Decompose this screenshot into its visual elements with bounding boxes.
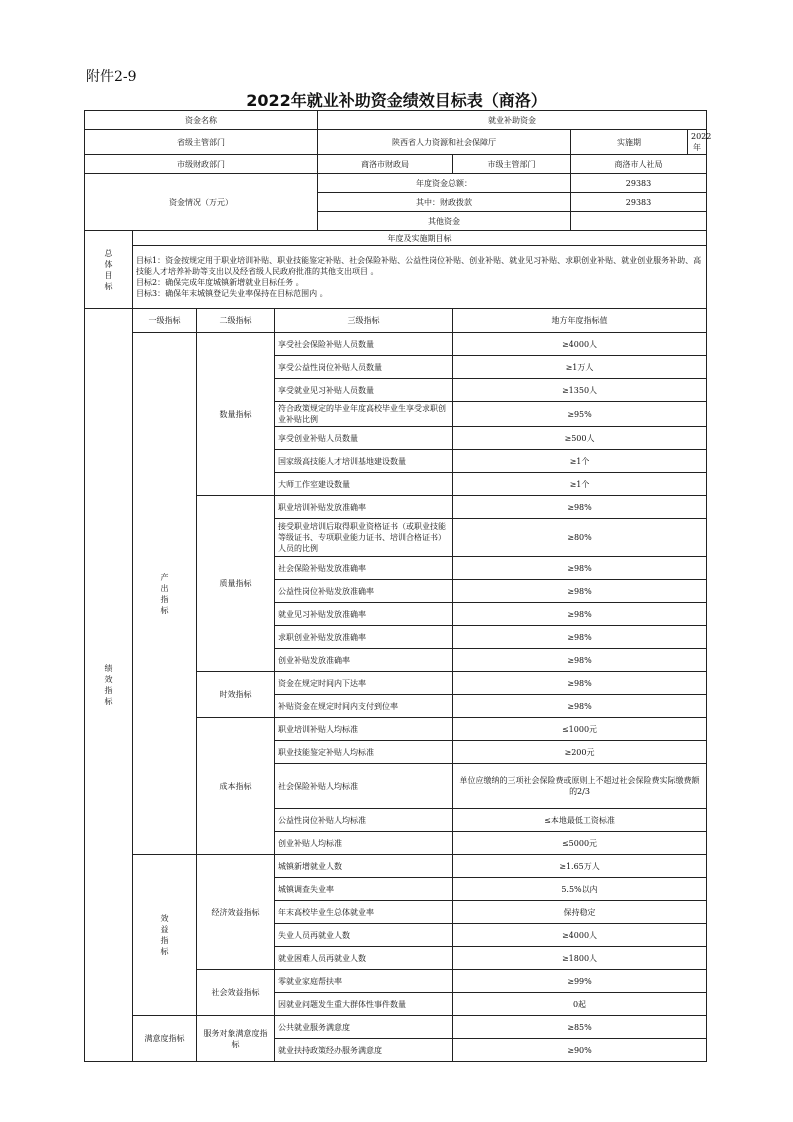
indicator-name: 职业培训补贴人均标准: [275, 718, 453, 741]
l2-social: 社会效益指标: [197, 970, 275, 1016]
attachment-number: 附件2-9: [86, 69, 137, 85]
indicator-name: 大师工作室建设数量: [275, 473, 453, 496]
city-dept-label: 市级主管部门: [453, 155, 571, 174]
l1-output-text: 产出指标: [160, 572, 169, 615]
indicator-name: 公共就业服务满意度: [275, 1016, 453, 1039]
indicator-name: 补贴资金在规定时间内支付到位率: [275, 695, 453, 718]
indicator-name: 职业培训补贴发放准确率: [275, 496, 453, 519]
other-fund-label: 其他资金: [318, 212, 571, 231]
indicator-name: 创业补贴发放准确率: [275, 649, 453, 672]
indicator-value: ≥98%: [453, 649, 707, 672]
indicator-name: 公益性岗位补贴人均标准: [275, 809, 453, 832]
indicator-name: 因就业问题发生重大群体性事件数量: [275, 993, 453, 1016]
indicator-value: ≥99%: [453, 970, 707, 993]
indicator-value: ≥98%: [453, 496, 707, 519]
l2-service-satisfaction: 服务对象满意度指标: [197, 1016, 275, 1062]
l2-quantity: 数量指标: [197, 333, 275, 496]
indicator-name: 国家级高技能人才培训基地建设数量: [275, 450, 453, 473]
indicator-name: 享受社会保险补贴人员数量: [275, 333, 453, 356]
l2-cost: 成本指标: [197, 718, 275, 855]
indicator-value: ≥200元: [453, 741, 707, 764]
indicator-name: 失业人员再就业人数: [275, 924, 453, 947]
indicator-name: 资金在规定时间内下达率: [275, 672, 453, 695]
indicator-name: 享受创业补贴人员数量: [275, 427, 453, 450]
col-header-level1-text: 一级指标: [148, 316, 181, 325]
other-fund-value: [571, 212, 707, 231]
indicator-value: 5.5%以内: [453, 878, 707, 901]
l2-quality: 质量指标: [197, 496, 275, 672]
indicator-name: 求职创业补贴发放准确率: [275, 626, 453, 649]
indicator-value: 0起: [453, 993, 707, 1016]
prov-dept-label: 省级主管部门: [85, 130, 318, 155]
indicator-value: ≥98%: [453, 580, 707, 603]
indicator-name: 年末高校毕业生总体就业率: [275, 901, 453, 924]
indicator-value: ≥1.65万人: [453, 855, 707, 878]
annual-total-value: 29383: [571, 174, 707, 193]
indicator-value: 保持稳定: [453, 901, 707, 924]
indicator-name: 社会保险补贴人均标准: [275, 764, 453, 809]
fund-name-label: 资金名称: [85, 111, 318, 130]
indicator-name: 享受公益性岗位补贴人员数量: [275, 356, 453, 379]
indicator-name: 就业困难人员再就业人数: [275, 947, 453, 970]
indicator-name: 社会保险补贴发放准确率: [275, 557, 453, 580]
overall-goal-text: 总体目标: [104, 248, 113, 291]
indicator-value: ≤本地最低工资标准: [453, 809, 707, 832]
indicator-value: ≥1个: [453, 473, 707, 496]
prov-dept-value: 陕西省人力资源和社会保障厅: [318, 130, 571, 155]
city-fin-value: 商洛市财政局: [318, 155, 453, 174]
overall-goal-label: [85, 231, 133, 309]
indicator-value: ≥98%: [453, 695, 707, 718]
goal-1: 目标1：资金按规定用于职业培训补贴、职业技能鉴定补贴、社会保险补贴、公益性岗位补贴、创业补贴、就业见习补贴、求职创业补贴、就业创业服务补助、高技能人才培养补助等支出以及经省级人民政府批准的其他支出项目 。: [136, 256, 702, 276]
indicator-value: ≤1000元: [453, 718, 707, 741]
city-fin-label: 市级财政部门: [85, 155, 318, 174]
indicator-name: 接受职业培训后取得职业资格证书（或职业技能等级证书、专项职业能力证书、培训合格证书）人员的比例: [275, 519, 453, 557]
indicator-value: ≤5000元: [453, 832, 707, 855]
indicator-value: ≥95%: [453, 402, 707, 427]
col-header-level1: [133, 309, 197, 333]
indicator-name: 就业见习补贴发放准确率: [275, 603, 453, 626]
indicator-value: ≥98%: [453, 672, 707, 695]
indicator-name: 城镇新增就业人数: [275, 855, 453, 878]
indicator-value: ≥1万人: [453, 356, 707, 379]
indicator-name: 创业补贴人均标准: [275, 832, 453, 855]
col-header-level2: 二级指标: [197, 309, 275, 333]
indicator-name: 零就业家庭帮扶率: [275, 970, 453, 993]
indicator-name: 职业技能鉴定补贴人均标准: [275, 741, 453, 764]
l1-satisfaction: 满意度指标: [133, 1016, 197, 1062]
col-header-value: 地方年度指标值: [453, 309, 707, 333]
indicator-value: ≥500人: [453, 427, 707, 450]
goal-2: 目标2：确保完成年度城镇新增就业目标任务 。: [136, 278, 304, 287]
indicator-value: ≥85%: [453, 1016, 707, 1039]
l1-benefit: [133, 855, 197, 1016]
city-dept-value: 商洛市人社局: [571, 155, 707, 174]
indicator-value: ≥4000人: [453, 333, 707, 356]
overall-goal-header: 年度及实施期目标: [133, 231, 707, 246]
indicator-value: ≥98%: [453, 603, 707, 626]
l2-economic: 经济效益指标: [197, 855, 275, 970]
fund-status-label: 资金情况（万元）: [85, 174, 318, 231]
performance-indicator-label: [85, 309, 133, 1062]
indicator-value: ≥80%: [453, 519, 707, 557]
indicator-name: 城镇调查失业率: [275, 878, 453, 901]
indicator-value: ≥1350人: [453, 379, 707, 402]
indicator-value: ≥4000人: [453, 924, 707, 947]
indicator-name: 享受就业见习补贴人员数量: [275, 379, 453, 402]
period-label: 实施期: [571, 130, 688, 155]
indicator-name: 就业扶持政策经办服务满意度: [275, 1039, 453, 1062]
of-which-value: 29383: [571, 193, 707, 212]
indicator-value: ≥98%: [453, 626, 707, 649]
indicator-name: 符合政策规定的毕业年度高校毕业生享受求职创业补贴比例: [275, 402, 453, 427]
indicator-value: ≥90%: [453, 1039, 707, 1062]
overall-goals-text: [133, 246, 707, 309]
indicator-value: ≥1800人: [453, 947, 707, 970]
l1-output: [133, 333, 197, 855]
indicator-value: 单位应缴纳的三项社会保险费或原则上不超过社会保险费实际缴费额的2/3: [453, 764, 707, 809]
performance-indicator-text: 绩效指标: [104, 664, 113, 706]
performance-target-table: [84, 110, 712, 1062]
l2-timeliness: 时效指标: [197, 672, 275, 718]
goal-3: 目标3：确保年末城镇登记失业率保持在目标范围内 。: [136, 289, 328, 298]
annual-total-label: 年度资金总额：: [318, 174, 571, 193]
page-title: 2022年就业补助资金绩效目标表（商洛）: [246, 91, 547, 110]
indicator-name: 公益性岗位补贴发放准确率: [275, 580, 453, 603]
l1-benefit-text: 效益指标: [160, 914, 169, 956]
indicator-value: ≥1个: [453, 450, 707, 473]
fund-name-value: 就业补助资金: [318, 111, 707, 130]
indicator-value: ≥98%: [453, 557, 707, 580]
col-header-level3: 三级指标: [275, 309, 453, 333]
of-which-label: 其中：财政拨款: [318, 193, 571, 212]
period-value: 2022年: [688, 130, 707, 155]
